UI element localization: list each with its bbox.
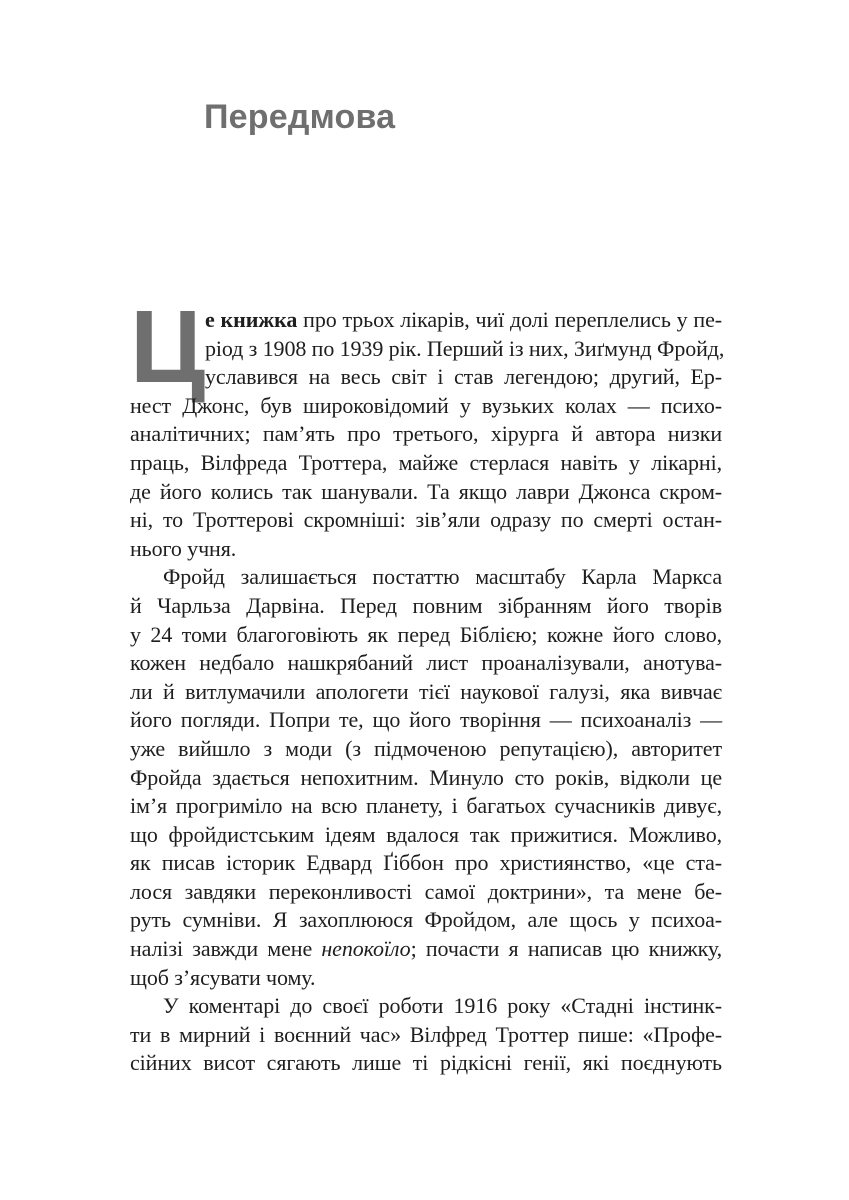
text-line — [130, 735, 722, 764]
text-segment: уславився на весь світ і став легендою; другий, Ер- — [205, 364, 722, 390]
text-segment: нест Джонс, був широковідомий у вузьких колах — психо- — [130, 392, 722, 418]
text-line — [130, 706, 722, 735]
text-line — [130, 964, 722, 993]
text-line — [130, 649, 722, 678]
text-line — [130, 792, 722, 821]
chapter-title: Передмова — [204, 98, 396, 136]
text-segment: уже вийшло з моди (з підмоченою репутацією), авторитет — [130, 735, 722, 761]
text-segment: У коментарі до своєї роботи 1916 року «Стадні інстинк- — [163, 993, 722, 1019]
text-segment: як писав історик Едвард Ґіббон про християнство, «це ста- — [130, 850, 722, 876]
text-line — [130, 535, 722, 564]
text-segment: праць, Вілфреда Троттера, майже стерлася навіть у лікарні, — [130, 449, 722, 475]
bold-text: е книжка — [205, 307, 298, 332]
text-segment: що фройдистським ідеям вдалося так прижитися. Можливо, — [130, 821, 722, 847]
text-segment: ли й витлумачили апологети тієї наукової галузі, яка вивчає — [130, 678, 722, 704]
text-segment: щоб з’ясувати чому. — [130, 964, 316, 990]
text-line — [130, 306, 722, 335]
text-line — [130, 392, 722, 421]
text-segment: у 24 томи благоговіють як перед Біблією; кожне його слово, — [130, 621, 722, 647]
text-segment: руть сумніви. Я захоплююся Фройдом, але щось у психоа- — [130, 907, 722, 933]
text-segment: ні, то Троттерові скромніші: зів’яли одразу по смерті остан- — [130, 507, 722, 533]
text-line — [130, 592, 722, 621]
text-line — [130, 906, 722, 935]
text-line — [130, 878, 722, 907]
text-segment: лося завдяки переконливості самої доктрини», та мене бе- — [130, 878, 722, 904]
dropcap-letter: Ц — [130, 289, 206, 404]
text-line — [130, 449, 722, 478]
italic-text: непокоїло — [321, 936, 411, 962]
text-line — [130, 678, 722, 707]
text-segment: де його колись так шанували. Та якщо лаври Джонса скром- — [130, 478, 722, 504]
text-line — [130, 363, 722, 392]
text-line — [130, 621, 722, 650]
text-line — [130, 1021, 722, 1050]
body-text — [130, 289, 725, 1078]
text-line — [130, 563, 722, 592]
text-segment: й Чарльза Дарвіна. Перед повним зібранням його творів — [130, 592, 722, 618]
text-segment: про трьох лікарів, чиї долі переплелись у пе- — [297, 307, 722, 332]
text-segment: сійних висот сягають лише ті рідкісні генії, які поєднують — [130, 1050, 722, 1076]
text-line — [130, 935, 722, 964]
text-line — [130, 420, 722, 449]
text-segment: Фройда здається непохитним. Минуло сто років, відколи це — [130, 764, 722, 790]
text-segment: ім’я прогриміло на всю планету, і багатьох сучасників дивує, — [130, 793, 722, 819]
text-line — [130, 335, 725, 364]
text-segment: ; почасти я написав цю книжку, — [410, 936, 723, 962]
dropcap — [130, 289, 206, 404]
text-segment: аналітичних; пам’ять про третього, хірурга й автора низки — [130, 421, 722, 447]
text-line — [130, 849, 722, 878]
text-segment: його погляди. Попри те, що його творіння — психоаналіз — — [130, 707, 722, 733]
text-segment: налізі завжди мене — [130, 936, 322, 962]
paragraph — [130, 563, 722, 992]
text-segment: нього учня. — [130, 535, 237, 561]
paragraph — [130, 289, 725, 563]
text-segment: кожен недбало нашкрябаний лист проаналізували, анотува- — [130, 650, 722, 676]
text-line — [130, 821, 722, 850]
text-line — [130, 764, 722, 793]
text-segment: ти в мирний і воєнний час» Вілфред Троттер пише: «Профе- — [130, 1021, 722, 1047]
text-segment: Фройд залишається постаттю масштабу Карла Маркса — [163, 564, 722, 590]
text-segment: ріод з 1908 по 1939 рік. Перший із них, Зиґмунд Фройд, — [205, 335, 725, 361]
text-line — [130, 506, 722, 535]
text-line — [130, 992, 722, 1021]
text-line — [130, 1049, 722, 1078]
text-line — [130, 478, 722, 507]
paragraph — [130, 992, 722, 1078]
